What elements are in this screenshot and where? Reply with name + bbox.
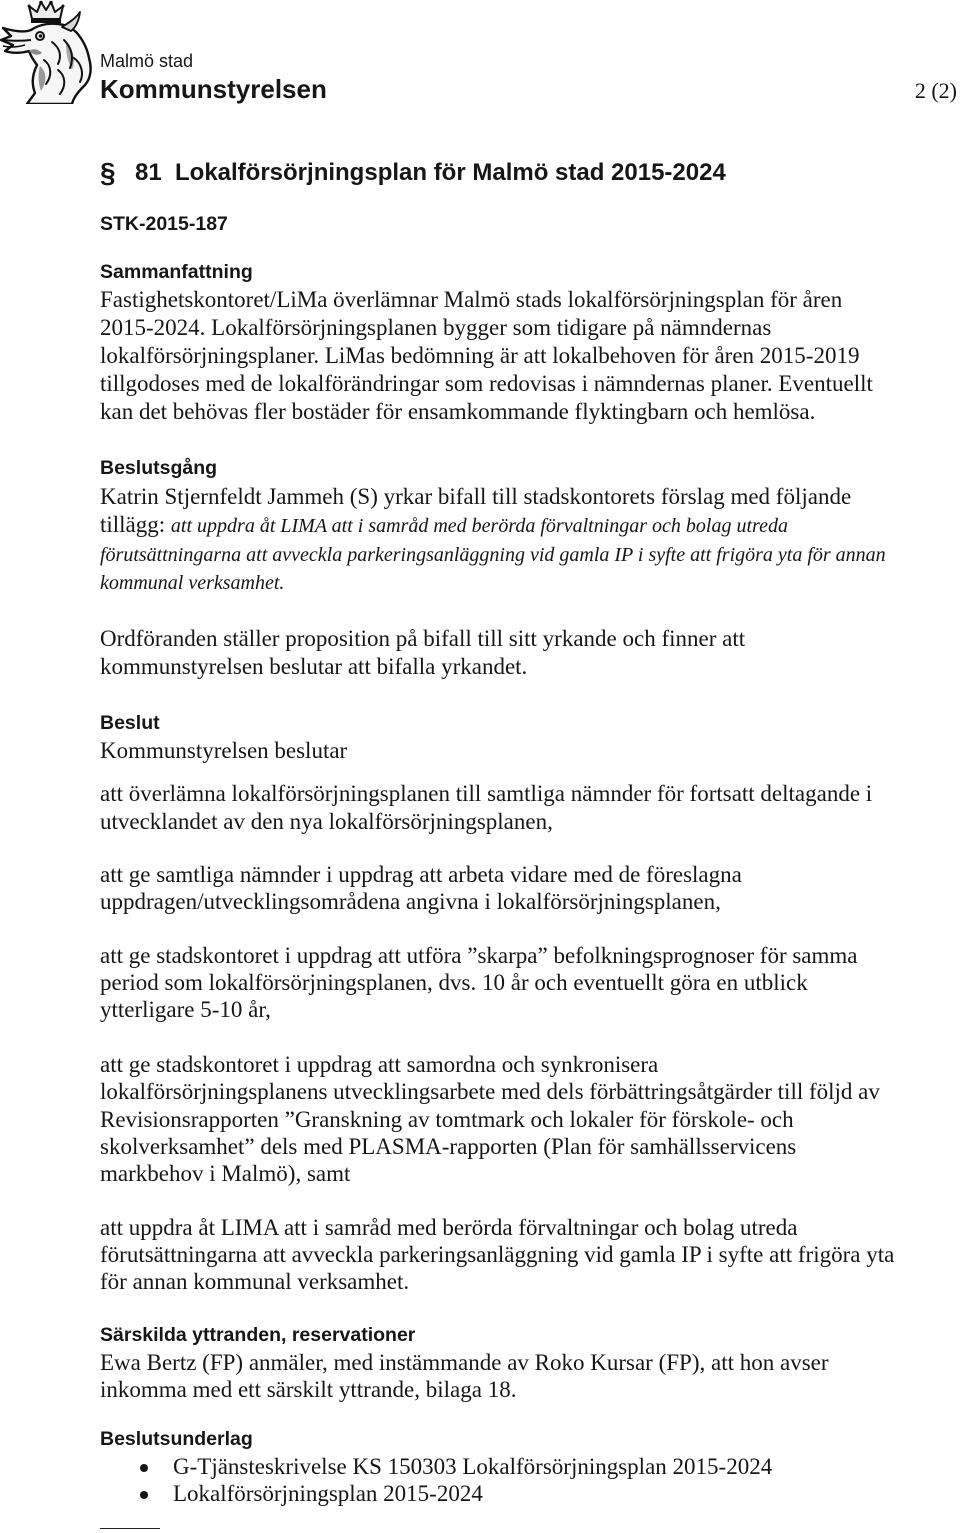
clause-line: att ge samtliga nämnder i uppdrag att arbeta vidare med de föreslagna: [100, 862, 742, 887]
list-item: [100, 1453, 772, 1480]
clause-line: lokalförsörjningsplanens utvecklingsarbete med dels förbättringsåtgärder till följd av: [100, 1079, 880, 1105]
decision-clause: [100, 942, 858, 1023]
clause-line: markbehov i Malmö), samt: [100, 1161, 351, 1187]
malmo-coat-of-arms-icon: [0, 0, 92, 104]
page-number: 2 (2): [914, 78, 957, 103]
decision-intro: Kommunstyrelsen beslutar: [100, 738, 348, 763]
list-item: [100, 1480, 772, 1507]
document-name: G-Tjänsteskrivelse KS 150303 Lokalförsörjningsplan 2015-2024: [173, 1454, 773, 1479]
decision-heading: Beslut: [100, 712, 160, 734]
statement-line: Ewa Bertz (FP) anmäler, med instämmande av Roko Kursar (FP), att hon avser: [100, 1350, 829, 1375]
decision-section: [100, 710, 347, 764]
documents-section: [100, 1426, 772, 1507]
documents-heading: Beslutsunderlag: [100, 1428, 253, 1450]
clause-line: att överlämna lokalförsörjningsplanen till samtliga nämnder för fortsatt deltagande i: [100, 781, 873, 806]
motion-addition-line: kommunal verksamhet.: [100, 572, 285, 594]
summary-line: 2015-2024. Lokalförsörjningsplanen bygger som tidigare på nämndernas: [100, 315, 772, 340]
item-number: 81: [135, 159, 162, 186]
chair-proposition: [100, 625, 745, 681]
motion-label: tillägg:: [100, 512, 166, 537]
clause-line: för annan kommunal verksamhet.: [100, 1269, 410, 1294]
chair-line: Ordföranden ställer proposition på bifall till sitt yrkande och finner att: [100, 626, 746, 651]
organization-name: Malmö stad: [100, 51, 194, 71]
motion-line: [100, 511, 886, 541]
committee-name: Kommunstyrelsen: [100, 74, 327, 104]
summary-section: [100, 258, 873, 426]
decision-clause: [100, 780, 872, 836]
summary-line: tillgodoses med de lokalförändringar som redovisas i nämndernas planer. Eventuellt: [100, 371, 873, 396]
motion-addition-text: att uppdra åt LIMA att i samråd med berörda förvaltningar och bolag utreda: [170, 515, 788, 537]
procedure-section: [100, 454, 886, 598]
decision-clause: [100, 1051, 880, 1187]
clause-line: ytterligare 5-10 år,: [100, 997, 271, 1022]
clause-line: att uppdra åt LIMA att i samråd med berörda förvaltningar och bolag utreda: [100, 1215, 798, 1240]
section-sign: §: [100, 157, 116, 188]
summary-line: kan det behövas fler bostäder för ensamkommande flyktingbarn och hemlösa.: [100, 399, 816, 424]
clause-line: uppdragen/utvecklingsområdena angivna i lokalförsörjningsplanen,: [100, 889, 721, 914]
case-number: STK-2015-187: [100, 213, 228, 235]
statements-heading: Särskilda yttranden, reservationer: [100, 1324, 416, 1346]
motion-line: Katrin Stjernfeldt Jammeh (S) yrkar bifall till stadskontorets förslag med följande: [100, 483, 852, 509]
clause-line: skolverksamhet” dels med PLASMA-rapporten (Plan för samhällsservicens: [100, 1133, 797, 1159]
signature-rule: [100, 1528, 160, 1529]
statements-section: [100, 1322, 829, 1403]
decision-clause: [100, 1214, 894, 1295]
decision-clause: [100, 861, 742, 915]
item-title: Lokalförsörjningsplan för Malmö stad 2015-2024: [175, 159, 726, 186]
statement-line: inkomma med ett särskilt yttrande, bilaga 18.: [100, 1377, 517, 1402]
summary-heading: Sammanfattning: [100, 261, 253, 283]
summary-line: lokalförsörjningsplaner. LiMas bedömning är att lokalbehoven för åren 2015-2019: [100, 343, 860, 368]
clause-line: period som lokalförsörjningsplanen, dvs. 10 år och eventuellt göra en utblick: [100, 970, 808, 995]
document-name: Lokalförsörjningsplan 2015-2024: [173, 1481, 483, 1506]
chair-line: kommunstyrelsen beslutar att bifalla yrkandet.: [100, 654, 528, 679]
bullet-icon: [140, 1464, 148, 1472]
procedure-heading: Beslutsgång: [100, 457, 218, 479]
clause-line: att ge stadskontoret i uppdrag att utföra ”skarpa” befolkningsprognoser för samma: [100, 943, 858, 968]
summary-line: Fastighetskontoret/LiMa överlämnar Malmö stads lokalförsörjningsplan för åren: [100, 287, 843, 312]
motion-addition-line: förutsättningarna att avveckla parkeringsanläggning vid gamla IP i syfte att frigöra yta för annan: [100, 543, 886, 566]
clause-line: utvecklandet av den nya lokalförsörjningsplanen,: [100, 809, 553, 834]
clause-line: att ge stadskontoret i uppdrag att samordna och synkronisera: [100, 1052, 659, 1077]
clause-line: förutsättningarna att avveckla parkeringsanläggning vid gamla IP i syfte att frigöra yta: [100, 1242, 895, 1267]
clause-line: Revisionsrapporten ”Granskning av tomtmark och lokaler för förskole- och: [100, 1106, 794, 1132]
bullet-icon: [140, 1491, 148, 1499]
